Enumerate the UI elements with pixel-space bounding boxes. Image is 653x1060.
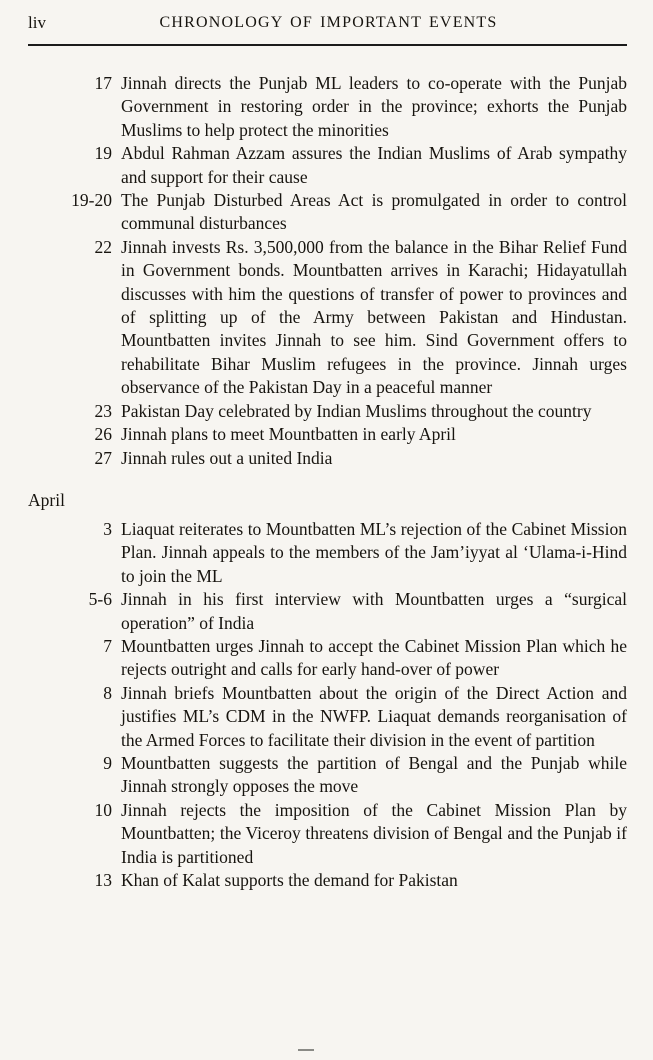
entry-text: Jinnah rules out a united India — [121, 447, 333, 468]
chronology-list — [28, 72, 629, 892]
entry-text: Abdul Rahman Azzam assures the Indian Muslims of Arab sympathy and support for their cause — [121, 143, 627, 187]
entry-text: Jinnah rejects the imposition of the Cabinet Mission Plan by Mountbatten; the Viceroy threatens division of Bengal and the Punjab if India is partitioned — [121, 799, 627, 867]
section-heading: April — [28, 489, 65, 510]
chronology-entry — [28, 752, 629, 799]
chronology-entry — [28, 72, 629, 142]
chronology-entry — [28, 518, 629, 588]
entry-text: The Punjab Disturbed Areas Act is promulgated in order to control communal disturbances — [121, 190, 627, 234]
entry-text: Khan of Kalat supports the demand for Pakistan — [121, 870, 458, 890]
page-header — [28, 10, 629, 36]
entry-text: Jinnah in his first interview with Mountbatten urges a “surgical operation” of India — [121, 589, 627, 633]
chronology-section — [28, 72, 629, 470]
page-number: liv — [28, 13, 46, 32]
entry-date: 5-6 — [88, 589, 112, 610]
chronology-entry — [28, 400, 629, 423]
section-entries — [28, 518, 629, 893]
entry-date: 26 — [94, 424, 112, 445]
chronology-entry — [28, 423, 629, 446]
entry-date: 3 — [103, 518, 112, 539]
entry-text: Mountbatten suggests the partition of Bengal and the Punjab while Jinnah strongly opposes the move — [121, 752, 627, 797]
section-entries — [28, 72, 629, 470]
chronology-entry — [28, 142, 629, 189]
entry-date: 10 — [94, 799, 112, 820]
scan-artifact-mark — [298, 1049, 314, 1051]
entry-text: Pakistan Day celebrated by Indian Muslims throughout the country — [121, 400, 592, 421]
entry-date: 19-20 — [71, 190, 112, 211]
header-rule — [28, 44, 627, 46]
entry-text: Jinnah briefs Mountbatten about the origin of the Direct Action and justifies ML’s CDM in the NWFP. Liaquat demands reorganisation of the Armed Forces to facilitate their division in the event of partition — [121, 682, 627, 750]
entry-text: Jinnah directs the Punjab ML leaders to co-operate with the Punjab Government in restoring order in the province; exhorts the Punjab Muslims to help protect the minorities — [121, 73, 627, 140]
entry-text: Jinnah invests Rs. 3,500,000 from the balance in the Bihar Relief Fund in Government bonds. Mountbatten arrives in Karachi; Hidayatullah discusses with him the questions of transfer of power to provinces and of splitting up of the Army between Pakistan and Hindustan. Mountbatten invites Jinnah to see him. Sind Government offers to rehabilitate Bihar Muslim refugees in the province. Jinnah urges observance of the Pakistan Day in a peaceful manner — [121, 236, 627, 398]
entry-date: 19 — [94, 143, 112, 164]
page-title: CHRONOLOGY OF IMPORTANT EVENTS — [159, 14, 498, 31]
entry-date: 8 — [103, 682, 112, 703]
entry-date: 27 — [94, 447, 112, 468]
chronology-entry — [28, 799, 629, 869]
chronology-entry — [28, 447, 629, 470]
entry-date: 17 — [94, 73, 112, 93]
chronology-entry — [28, 236, 629, 400]
entry-text: Jinnah plans to meet Mountbatten in early April — [121, 424, 456, 445]
chronology-entry — [28, 588, 629, 635]
chronology-entry — [28, 189, 629, 236]
entry-date: 23 — [94, 400, 112, 421]
chronology-entry — [28, 869, 629, 892]
chronology-section — [28, 490, 629, 893]
chronology-entry — [28, 682, 629, 752]
entry-text: Mountbatten urges Jinnah to accept the Cabinet Mission Plan which he rejects outright and calls for early hand-over of power — [121, 635, 627, 680]
entry-text: Liaquat reiterates to Mountbatten ML’s rejection of the Cabinet Mission Plan. Jinnah appeals to the members of the Jam’iyyat al ‘Ulama-i-Hind to join the ML — [121, 518, 627, 586]
entry-date: 7 — [103, 635, 112, 656]
entry-date: 22 — [94, 236, 112, 257]
entry-date: 13 — [94, 870, 112, 890]
chronology-entry — [28, 635, 629, 682]
entry-date: 9 — [103, 752, 112, 773]
